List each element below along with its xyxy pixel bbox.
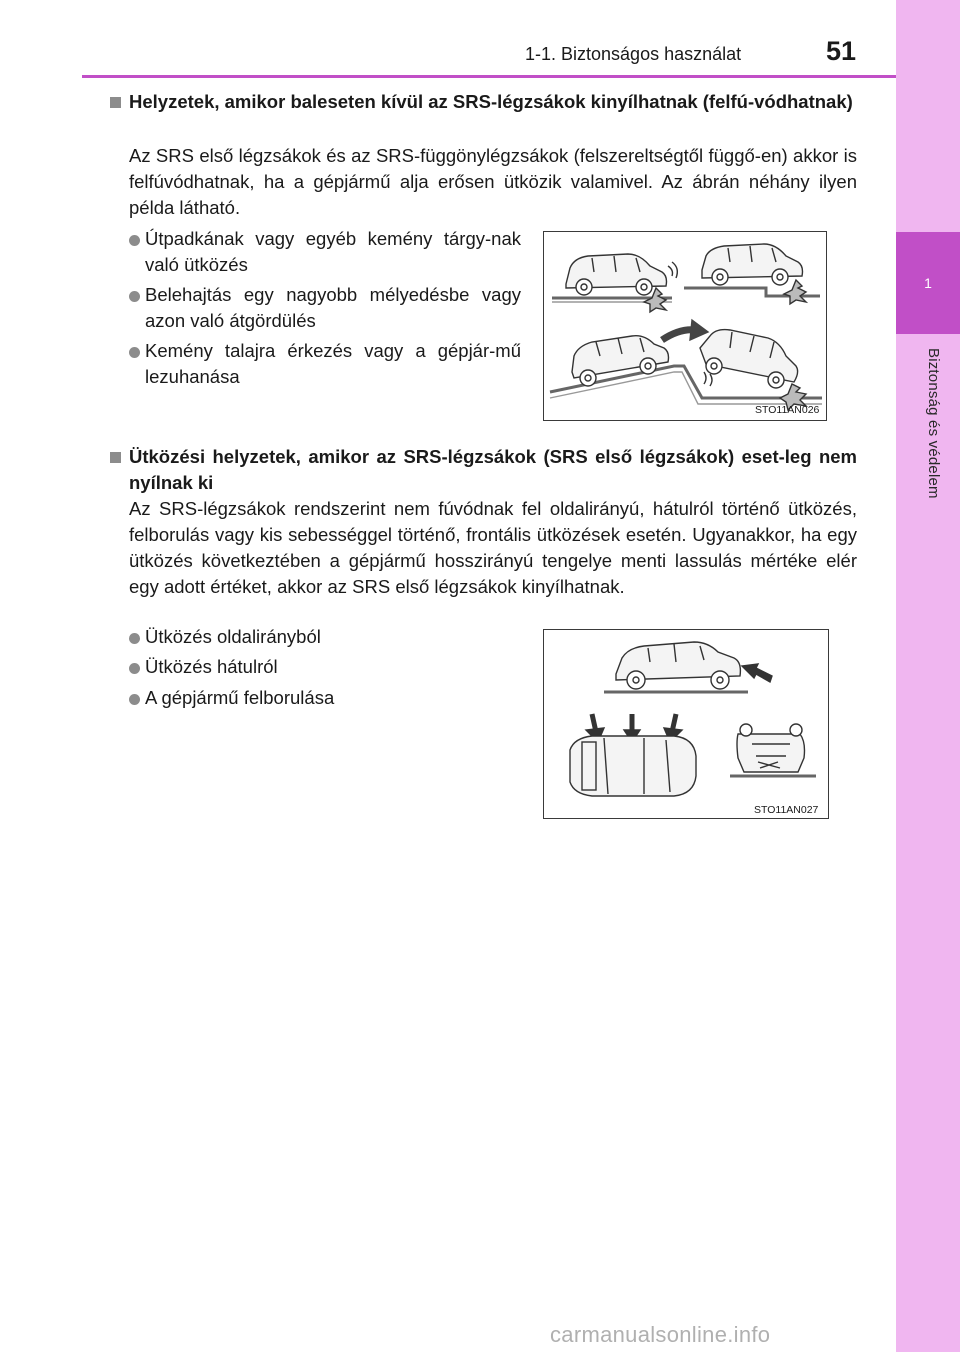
header-rule <box>82 75 896 78</box>
figure-airbag-underbody-impacts <box>543 231 827 421</box>
section2-intro: Az SRS-légzsákok rendszerint nem fúvódnak fel oldalirányú, hátulról történő ütközés, felborulás vagy kis sebességgel történő, frontális ütközések esetén. Ugyanakkor, ha egy ütközés következtében a gépjármű hosszirányú tengelye menti lassulás mértéke elér egy adott értéket, akkor az SRS első légzsákok kinyílhatnak. <box>129 498 857 597</box>
chapter-title: Biztonság és védelem <box>925 348 942 499</box>
figure-code: STO11AN027 <box>754 804 819 816</box>
section1-heading: Helyzetek, amikor baleseten kívül az SRS-légzsákok kinyílhatnak (felfú-vódhatnak) <box>129 91 853 112</box>
bullet-dot-icon <box>129 663 140 674</box>
non-deploy-illustration <box>544 630 828 818</box>
section2-heading: Ütközési helyzetek, amikor az SRS-légzsákok (SRS első légzsákok) eset-leg nem nyílnak ki <box>129 446 857 493</box>
section2-bullet-3: A gépjármű felborulása <box>145 687 335 708</box>
bullet-dot-icon <box>129 291 140 302</box>
side-tab <box>896 0 960 1352</box>
section1-bullet-1: Útpadkának vagy egyéb kemény tárgy-nak való ütközés <box>145 228 521 275</box>
section-title: 1-1. Biztonságos használat <box>525 44 742 64</box>
section2-bullet-2: Ütközés hátulról <box>145 656 278 677</box>
chapter-number: 1 <box>924 275 932 291</box>
section1-bullet-2: Belehajtás egy nagyobb mélyedésbe vagy azon való átgördülés <box>145 284 521 331</box>
bullet-dot-icon <box>129 633 140 644</box>
heading-square-icon <box>110 97 121 108</box>
bullet-dot-icon <box>129 694 140 705</box>
section2-bullet-1: Ütközés oldalirányból <box>145 626 321 647</box>
chapter-number-tab[interactable] <box>896 232 960 334</box>
figure-airbag-non-deploy-situations <box>543 629 829 819</box>
bullet-dot-icon <box>129 347 140 358</box>
underbody-impact-illustration <box>544 232 826 420</box>
figure-code: STO11AN026 <box>755 404 820 416</box>
heading-square-icon <box>110 452 121 463</box>
page-number: 51 <box>826 36 857 66</box>
bullet-dot-icon <box>129 235 140 246</box>
section1-intro: Az SRS első légzsákok és az SRS-függönylégzsákok (felszereltségtől függő-en) akkor is felfúvódhatnak, ha a gépjármű alja erősen ütközik valamivel. Az ábrán néhány ilyen példa látható. <box>129 145 857 218</box>
watermark: carmanualsonline.info <box>550 1322 771 1347</box>
section1-bullet-3: Kemény talajra érkezés vagy a gépjár-mű lezuhanása <box>145 340 521 387</box>
